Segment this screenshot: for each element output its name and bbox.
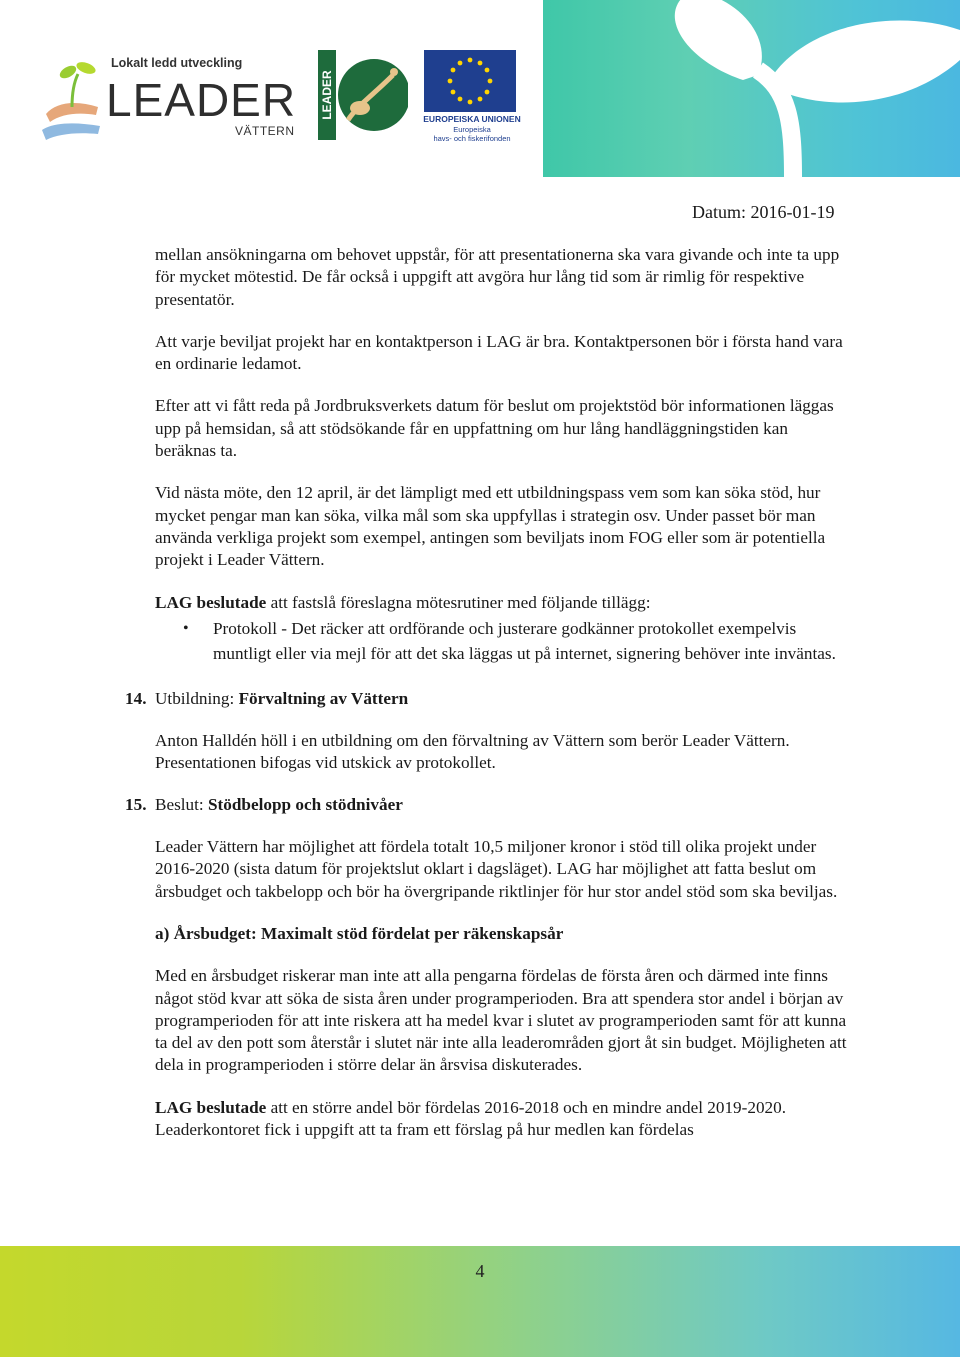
section-number: 15. <box>125 794 147 814</box>
section-number: 14. <box>125 688 147 708</box>
section-prefix: Utbildning: <box>155 688 239 708</box>
sprout-icon <box>543 0 960 177</box>
bullet-text: Protokoll - Det räcker att ordförande och justerare godkänner protokollet exempelvis muntligt eller via mejl för att det ska läggas ut på internet, signering behöver inte inväntas. <box>213 618 836 663</box>
eu-flag-icon <box>424 50 516 112</box>
page-number: 4 <box>475 1261 485 1281</box>
decision-paragraph <box>155 592 850 614</box>
leader-vertical-text: LEADER <box>320 70 334 120</box>
paragraph: Leader Vättern har möjlighet att fördela totalt 10,5 miljoner kronor i stöd till olika projekt under 2016-2020 (sista datum för projektslut oklart i dagsläget). LAG har möjlighet att fatta beslut om årsbudget och takbelopp och bör ha övergripande riktlinjer för hur stor andel stöd som ska beviljas. <box>155 837 838 901</box>
header-decor-band <box>543 0 960 177</box>
eu-title: EUROPEISKA UNIONEN <box>423 114 521 124</box>
eu-fund-line1: Europeiska <box>453 125 491 134</box>
paragraph: Efter att vi fått reda på Jordbruksverkets datum för beslut om projektstöd bör informationen läggas upp på hemsidan, så att stödsökande får en uppfattning om hur lång handläggningstiden kan beräknas ta. <box>155 396 834 461</box>
decision-label: LAG beslutade <box>155 1097 267 1117</box>
bullet-item <box>155 616 850 666</box>
eu-fund-line2: havs- och fiskerifonden <box>433 134 511 143</box>
paragraph: Att varje beviljat projekt har en kontaktperson i LAG är bra. Kontaktpersonen bör i första hand vara en ordinarie ledamot. <box>155 331 843 374</box>
section-title: Förvaltning av Vättern <box>238 688 409 708</box>
decision-text: att en större andel bör fördelas 2016-2018 och en mindre andel 2019-2020. Leaderkontoret fick i uppgift att ta fram ett förslag på hur medlen kan fördelas <box>155 1097 787 1140</box>
subheading-a: a) Årsbudget: Maximalt stöd fördelat per räkenskapsår <box>155 923 564 943</box>
document-date: Datum: 2016-01-19 <box>692 202 835 222</box>
logo-wordmark: LEADER <box>106 74 297 126</box>
leader-eu-logo <box>318 50 408 140</box>
document-body <box>125 244 850 1141</box>
logo-tagline: Lokalt ledd utveckling <box>111 56 243 70</box>
logo-subtitle: VÄTTERN <box>235 124 295 138</box>
decision-text: att fastslå föreslagna mötesrutiner med följande tillägg: <box>266 592 651 612</box>
paragraph: Anton Halldén höll i en utbildning om den förvaltning av Vättern som berör Leader Vättern. Presentationen bifogas vid utskick av protokollet. <box>155 731 790 773</box>
bullet-icon: • <box>183 619 189 637</box>
paragraph: Vid nästa möte, den 12 april, är det lämpligt med ett utbildningspass vem som kan söka stöd, hur mycket pengar man kan söka, vilka mål som ska uppfyllas i strategin osv. Under passet bör man använda verkliga projekt som exempel, antingen som beviljats inom FOG eller som är potentiella projekt i Leader Vättern. <box>155 483 826 570</box>
decision-label: LAG beslutade <box>155 592 267 612</box>
section-heading-14 <box>125 688 850 710</box>
paragraph: Med en årsbudget riskerar man inte att alla pengarna fördelas de första åren och därmed inte finns något stöd kvar att söka de sista åren under programperioden. Bra att spendera stor andel i början av programperioden för att inte riskera att ha medel kvar i slutet av programperioden samt för att kunna ta del av den pott som återstår i slutet när inte alla leaderområden gjort åt sin budget. Möjligheten att dela in programperioden i större delar än årsvisa diskuterades. <box>155 966 847 1075</box>
decision-paragraph <box>155 1097 850 1142</box>
leader-vattern-logo <box>36 52 306 147</box>
section-title: Stödbelopp och stödnivåer <box>208 794 403 814</box>
section-prefix: Beslut: <box>155 794 208 814</box>
eu-fisheries-logo <box>422 50 521 144</box>
section-heading-15 <box>125 794 850 816</box>
paragraph: mellan ansökningarna om behovet uppstår, för att presentationerna ska vara givande och inte ta upp för mycket mötestid. De får också i uppgift att avgöra hur lång tid som är rimlig för respektive presentatör. <box>155 245 840 309</box>
hands-sprout-icon <box>36 52 106 147</box>
